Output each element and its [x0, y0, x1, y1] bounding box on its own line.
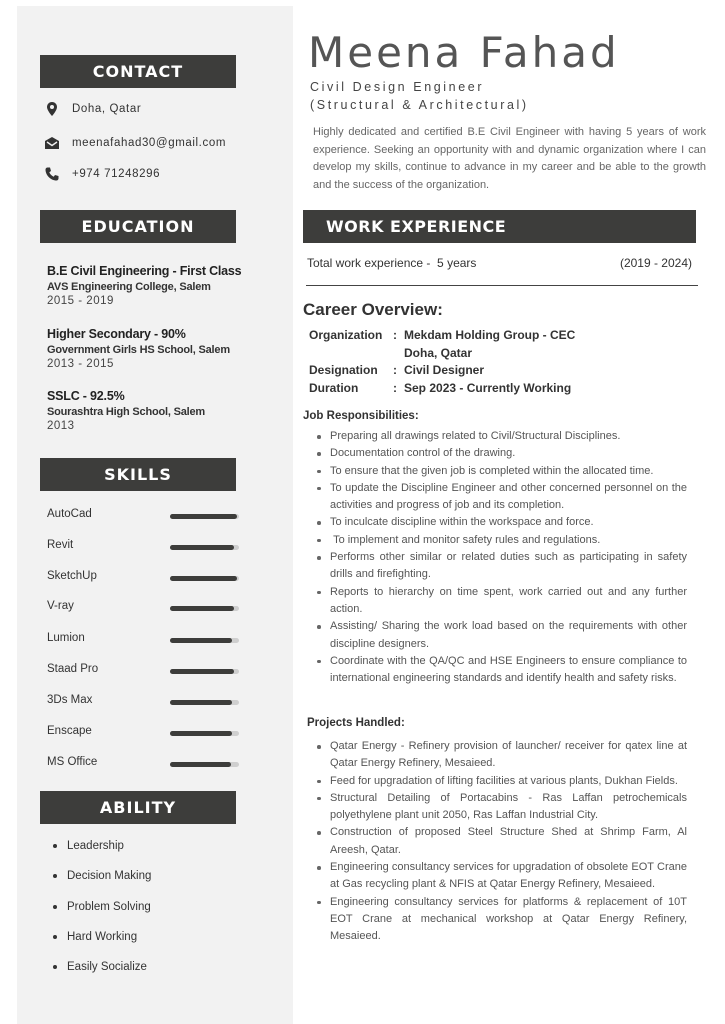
ability-item [53, 870, 151, 882]
list-item: Engineering consultancy services for upgradation of obsolete EOT Crane at Gas recycling plant & NFIS at Qatar Energy Refinery, Mesaieed. [314, 859, 687, 894]
ability-item [53, 931, 137, 943]
skill-bar-fill [170, 638, 232, 643]
colon: : [393, 363, 397, 377]
skill-row [47, 663, 239, 677]
skill-name: Staad Pro [47, 663, 99, 675]
skill-name: AutoCad [47, 508, 92, 520]
location-pin-icon [44, 101, 60, 117]
skill-bar-fill [170, 762, 231, 767]
skill-row [47, 756, 239, 770]
total-experience-label: Total work experience - 5 years [307, 256, 477, 270]
ability-label: Easily Socialize [67, 961, 147, 973]
list-item: Structural Detailing of Portacabins - Ras Laffan petrochemicals polyethylene plant unit 2050, Ras Laffan Industrial City. [314, 790, 687, 825]
list-item: Feed for upgradation of lifting facilities at various plants, Dukhan Fields. [314, 773, 687, 790]
skill-bar-fill [170, 700, 232, 705]
bullet-icon [53, 844, 57, 848]
duration-value: Sep 2023 - Currently Working [404, 380, 572, 395]
skill-bar-fill [170, 606, 234, 611]
skill-bar-track [170, 669, 239, 674]
list-item: Construction of proposed Steel Structure Shed at Shrimp Farm, Al Areesh, Qatar. [314, 824, 687, 859]
skill-row [47, 725, 239, 739]
designation-value: Civil Designer [404, 363, 485, 377]
skill-name: Enscape [47, 725, 92, 737]
career-overview-heading: Career Overview: [303, 300, 443, 319]
list-item: Engineering consultancy services for platforms & replacement of 10T EOT Crane at mechanical workshop at Qatar Energy Refinery, Mesaieed. [314, 894, 687, 946]
ability-label: Problem Solving [67, 901, 151, 913]
skill-row [47, 539, 239, 553]
contact-email [44, 135, 226, 151]
projects-handled-heading: Projects Handled: [307, 717, 405, 729]
total-experience-range: (2019 - 2024) [619, 256, 692, 270]
skill-row [47, 570, 239, 584]
total-experience [307, 256, 695, 270]
ability-heading: ABILITY [40, 791, 236, 824]
list-item: To update the Discipline Engineer and other concerned personnel on the activities and progress of job and its completion. [314, 480, 687, 515]
list-item: Performs other similar or related duties such as participating in safety drills and firefighting. [314, 549, 687, 584]
skill-bar-track [170, 638, 239, 643]
skill-bar-fill [170, 731, 232, 736]
skill-bar-fill [170, 576, 237, 581]
list-item: To implement and monitor safety rules and regulations. [314, 532, 687, 549]
skill-name: SketchUp [47, 570, 97, 582]
education-years: 2015 - 2019 [47, 295, 114, 307]
skill-name: Revit [47, 539, 74, 551]
list-item: To inculcate discipline within the workspace and force. [314, 514, 687, 531]
organization-value: Mekdam Holding Group - CEC [404, 328, 576, 342]
bullet-icon [53, 874, 57, 878]
candidate-name: Meena Fahad [308, 28, 620, 77]
skill-row [47, 600, 239, 614]
work-experience-heading: WORK EXPERIENCE [303, 210, 696, 243]
skill-bar-track [170, 731, 239, 736]
education-degree: Higher Secondary - 90% [47, 327, 186, 341]
education-degree: SSLC - 92.5% [47, 389, 125, 403]
education-degree: B.E Civil Engineering - First Class [47, 264, 242, 278]
ability-label: Leadership [67, 840, 124, 852]
ability-label: Decision Making [67, 870, 152, 882]
education-school: Sourashtra High School, Salem [47, 406, 206, 418]
skill-name: MS Office [47, 756, 98, 768]
skill-name: 3Ds Max [47, 694, 93, 706]
contact-location [44, 101, 141, 117]
phone-text[interactable]: +974 71248296 [72, 168, 161, 180]
ability-item [53, 901, 151, 913]
responsibilities-list [314, 428, 687, 687]
list-item: Preparing all drawings related to Civil/Structural Disciplines. [314, 428, 687, 445]
education-item [47, 389, 205, 432]
envelope-icon [44, 135, 60, 151]
bullet-icon [53, 935, 57, 939]
skill-name: V-ray [47, 600, 74, 612]
location-text: Doha, Qatar [72, 103, 142, 115]
ability-label: Hard Working [67, 931, 138, 943]
bullet-icon [53, 965, 57, 969]
job-role: Civil Design Engineer [310, 80, 485, 94]
education-years: 2013 - 2015 [47, 358, 114, 370]
list-item: To ensure that the given job is completed within the allocated time. [314, 463, 687, 480]
job-responsibilities-heading: Job Responsibilities: [303, 410, 419, 422]
education-item [47, 264, 241, 307]
skill-bar-track [170, 700, 239, 705]
contact-phone [44, 166, 160, 182]
skill-bar-track [170, 545, 239, 550]
organization-city: Doha, Qatar [404, 345, 473, 360]
education-years: 2013 [47, 420, 75, 432]
ability-item [53, 840, 124, 852]
education-school: AVS Engineering College, Salem [47, 281, 211, 293]
skill-row [47, 508, 239, 522]
skill-row [47, 632, 239, 646]
skill-row [47, 694, 239, 708]
skill-bar-fill [170, 669, 234, 674]
list-item: Documentation control of the drawing. [314, 445, 687, 462]
education-item [47, 327, 230, 370]
list-item: Qatar Energy - Refinery provision of launcher/ receiver for qatex line at Qatar Energy Refinery, Mesaieed. [314, 738, 687, 773]
email-text[interactable]: meenafahad30@gmail.com [72, 137, 227, 149]
phone-icon [44, 166, 60, 182]
skill-bar-fill [170, 545, 234, 550]
skill-bar-fill [170, 514, 237, 519]
designation-label: Designation [309, 363, 378, 377]
list-item: Reports to hierarchy on time spent, work carried out and any further action. [314, 584, 687, 619]
job-specialty: (Structural & Architectural) [310, 98, 529, 112]
education-school: Government Girls HS School, Salem [47, 344, 230, 356]
contact-heading: CONTACT [40, 55, 236, 88]
list-item: Assisting/ Sharing the work load based on the requirements with other discipline designers. [314, 618, 687, 653]
skill-bar-track [170, 606, 239, 611]
skills-heading: SKILLS [40, 458, 236, 491]
bullet-icon [53, 905, 57, 909]
colon: : [393, 328, 397, 342]
list-item: Coordinate with the QA/QC and HSE Engineers to ensure compliance to international engineering standards and identify health and safety risks. [314, 653, 687, 688]
organization-label: Organization [309, 328, 383, 342]
skill-bar-track [170, 514, 239, 519]
projects-list [314, 738, 687, 946]
divider [306, 285, 698, 286]
colon: : [393, 380, 397, 395]
skill-name: Lumion [47, 632, 85, 644]
ability-item [53, 961, 147, 973]
skill-bar-track [170, 576, 239, 581]
education-heading: EDUCATION [40, 210, 236, 243]
skill-bar-track [170, 762, 239, 767]
profile-summary: Highly dedicated and certified B.E Civil Engineer with having 5 years of work experience. Seeking an opportunity with and dynamic organization where I can develop my skills, continue to advance in my career and be able to the growth and the success of the organization. [313, 126, 706, 191]
duration-label: Duration [309, 380, 359, 395]
